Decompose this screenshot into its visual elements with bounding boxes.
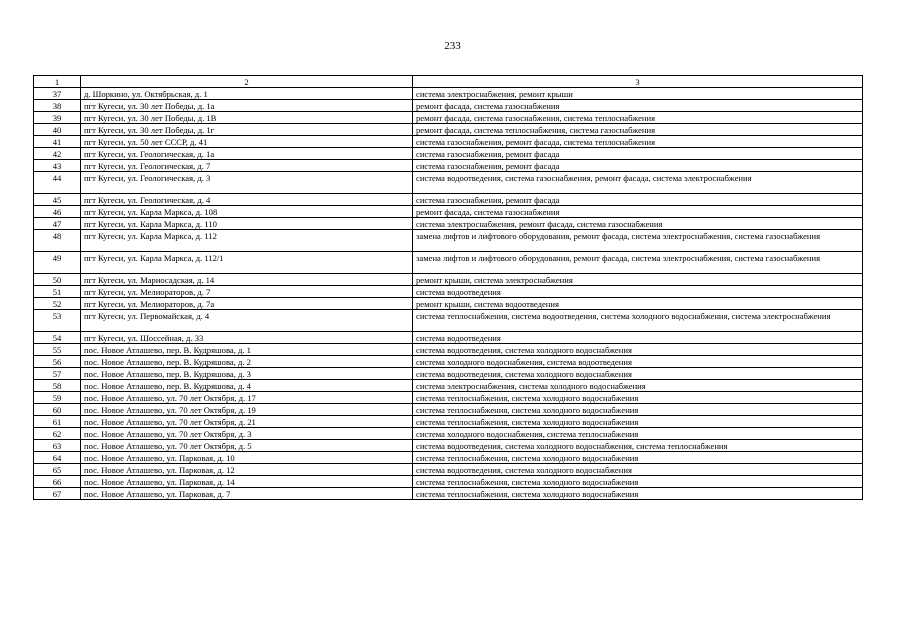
works-cell: замена лифтов и лифтового оборудования, ремонт фасада, система электроснабжения, система газоснабжения: [413, 252, 863, 274]
table-row: [34, 404, 863, 416]
works-cell: система водоотведения, система холодного водоснабжения: [413, 344, 863, 356]
table-row: [34, 172, 863, 194]
table-row: [34, 112, 863, 124]
table-row: [34, 392, 863, 404]
works-cell: система теплоснабжения, система холодного водоснабжения: [413, 392, 863, 404]
table-row: [34, 136, 863, 148]
works-cell: система теплоснабжения, система холодного водоснабжения: [413, 476, 863, 488]
works-cell: система водоотведения: [413, 332, 863, 344]
works-cell: система газоснабжения, ремонт фасада: [413, 148, 863, 160]
address-cell: пос. Новое Атлашево, пер. В. Кудряшова, д. 2: [81, 356, 413, 368]
table-row: [34, 332, 863, 344]
works-cell: система теплоснабжения, система водоотведения, система холодного водоснабжения, система электроснабжения: [413, 310, 863, 332]
works-cell: система теплоснабжения, система холодного водоснабжения: [413, 416, 863, 428]
works-cell: система теплоснабжения, система холодного водоснабжения: [413, 404, 863, 416]
works-cell: ремонт фасада, система теплоснабжения, система газоснабжения: [413, 124, 863, 136]
table-row: [34, 88, 863, 100]
header-cell-2: 2: [81, 76, 413, 88]
table-row: [34, 218, 863, 230]
works-cell: система электроснабжения, ремонт крыши: [413, 88, 863, 100]
address-cell: д. Шоркино, ул. Октябрьская, д. 1: [81, 88, 413, 100]
header-cell-3: 3: [413, 76, 863, 88]
row-number-cell: 49: [34, 252, 81, 274]
address-cell: пгт Кугеси, ул. 30 лет Победы, д. 1г: [81, 124, 413, 136]
row-number-cell: 64: [34, 452, 81, 464]
address-cell: пгт Кугеси, ул. Мелиораторов, д. 7а: [81, 298, 413, 310]
address-cell: пос. Новое Атлашево, пер. В. Кудряшова, д. 4: [81, 380, 413, 392]
row-number-cell: 66: [34, 476, 81, 488]
works-table: [33, 75, 863, 500]
table-row: [34, 310, 863, 332]
table-row: [34, 230, 863, 252]
table-row: [34, 356, 863, 368]
row-number-cell: 58: [34, 380, 81, 392]
row-number-cell: 38: [34, 100, 81, 112]
address-cell: пгт Кугеси, ул. Шоссейная, д. 33: [81, 332, 413, 344]
address-cell: пос. Новое Атлашево, пер. В. Кудряшова, д. 3: [81, 368, 413, 380]
row-number-cell: 40: [34, 124, 81, 136]
table-row: [34, 476, 863, 488]
address-cell: пгт Кугеси, ул. Карла Маркса, д. 112/1: [81, 252, 413, 274]
address-cell: пгт Кугеси, ул. Геологическая, д. 7: [81, 160, 413, 172]
table-row: [34, 380, 863, 392]
address-cell: пгт Кугеси, ул. 30 лет Победы, д. 1В: [81, 112, 413, 124]
row-number-cell: 45: [34, 194, 81, 206]
works-cell: система водоотведения, система холодного водоснабжения: [413, 464, 863, 476]
address-cell: пос. Новое Атлашево, ул. 70 лет Октября, д. 19: [81, 404, 413, 416]
address-cell: пос. Новое Атлашево, ул. Парковая, д. 12: [81, 464, 413, 476]
works-cell: замена лифтов и лифтового оборудования, ремонт фасада, система электроснабжения, система газоснабжения: [413, 230, 863, 252]
works-cell: ремонт фасада, система газоснабжения: [413, 206, 863, 218]
row-number-cell: 63: [34, 440, 81, 452]
table-row: [34, 416, 863, 428]
table-row: [34, 488, 863, 500]
address-cell: пос. Новое Атлашево, ул. 70 лет Октября, д. 17: [81, 392, 413, 404]
row-number-cell: 50: [34, 274, 81, 286]
table-row: [34, 344, 863, 356]
row-number-cell: 53: [34, 310, 81, 332]
row-number-cell: 37: [34, 88, 81, 100]
table-row: [34, 464, 863, 476]
header-cell-1: 1: [34, 76, 81, 88]
address-cell: пгт Кугеси, ул. 30 лет Победы, д. 1а: [81, 100, 413, 112]
table-row: [34, 206, 863, 218]
address-cell: пос. Новое Атлашево, ул. Парковая, д. 14: [81, 476, 413, 488]
works-cell: ремонт фасада, система газоснабжения: [413, 100, 863, 112]
table-row: [34, 160, 863, 172]
row-number-cell: 52: [34, 298, 81, 310]
works-cell: система электроснабжения, система холодного водоснабжения: [413, 380, 863, 392]
table-row: [34, 298, 863, 310]
address-cell: пгт Кугеси, ул. Геологическая, д. 4: [81, 194, 413, 206]
address-cell: пос. Новое Атлашево, ул. Парковая, д. 10: [81, 452, 413, 464]
table-row: [34, 100, 863, 112]
works-cell: ремонт крыши, система электроснабжения: [413, 274, 863, 286]
row-number-cell: 56: [34, 356, 81, 368]
table-row: [34, 368, 863, 380]
address-cell: пос. Новое Атлашево, ул. Парковая, д. 7: [81, 488, 413, 500]
works-cell: система газоснабжения, ремонт фасада, система теплоснабжения: [413, 136, 863, 148]
table-row: [34, 428, 863, 440]
row-number-cell: 67: [34, 488, 81, 500]
page-number: 233: [444, 40, 461, 52]
address-cell: пос. Новое Атлашево, пер. В. Кудряшова, д. 1: [81, 344, 413, 356]
works-cell: система газоснабжения, ремонт фасада: [413, 194, 863, 206]
table-body: [34, 76, 863, 500]
address-cell: пос. Новое Атлашево, ул. 70 лет Октября, д. 5: [81, 440, 413, 452]
address-cell: пгт Кугеси, ул. Карла Маркса, д. 108: [81, 206, 413, 218]
works-cell: система холодного водоснабжения, система теплоснабжения: [413, 428, 863, 440]
works-cell: система теплоснабжения, система холодного водоснабжения: [413, 452, 863, 464]
table-row: [34, 148, 863, 160]
row-number-cell: 47: [34, 218, 81, 230]
works-cell: система водоотведения, система газоснабжения, ремонт фасада, система электроснабжения: [413, 172, 863, 194]
row-number-cell: 51: [34, 286, 81, 298]
row-number-cell: 65: [34, 464, 81, 476]
works-cell: система электроснабжения, ремонт фасада, система газоснабжения: [413, 218, 863, 230]
works-cell: ремонт крыши, система водоотведения: [413, 298, 863, 310]
row-number-cell: 57: [34, 368, 81, 380]
row-number-cell: 39: [34, 112, 81, 124]
table-row: [34, 440, 863, 452]
address-cell: пос. Новое Атлашево, ул. 70 лет Октября, д. 3: [81, 428, 413, 440]
table-row: [34, 286, 863, 298]
row-number-cell: 48: [34, 230, 81, 252]
row-number-cell: 42: [34, 148, 81, 160]
works-cell: система водоотведения, система холодного водоснабжения: [413, 368, 863, 380]
row-number-cell: 44: [34, 172, 81, 194]
address-cell: пгт Кугеси, ул. Мелиораторов, д. 7: [81, 286, 413, 298]
address-cell: пгт Кугеси, ул. Мариосадская, д. 14: [81, 274, 413, 286]
table-row: [34, 452, 863, 464]
address-cell: пгт Кугеси, ул. Первомайская, д. 4: [81, 310, 413, 332]
works-cell: система газоснабжения, ремонт фасада: [413, 160, 863, 172]
row-number-cell: 55: [34, 344, 81, 356]
row-number-cell: 41: [34, 136, 81, 148]
works-cell: система водоотведения: [413, 286, 863, 298]
table-row: [34, 194, 863, 206]
works-cell: система водоотведения, система холодного водоснабжения, система теплоснабжения: [413, 440, 863, 452]
address-cell: пгт Кугеси, ул. Геологическая, д. 1а: [81, 148, 413, 160]
works-cell: система теплоснабжения, система холодного водоснабжения: [413, 488, 863, 500]
row-number-cell: 54: [34, 332, 81, 344]
address-cell: пос. Новое Атлашево, ул. 70 лет Октября, д. 21: [81, 416, 413, 428]
row-number-cell: 62: [34, 428, 81, 440]
works-cell: система холодного водоснабжения, система водоотведения: [413, 356, 863, 368]
table-row: [34, 274, 863, 286]
row-number-cell: 59: [34, 392, 81, 404]
header-row: [34, 76, 863, 88]
row-number-cell: 60: [34, 404, 81, 416]
row-number-cell: 61: [34, 416, 81, 428]
address-cell: пгт Кугеси, ул. Карла Маркса, д. 112: [81, 230, 413, 252]
row-number-cell: 46: [34, 206, 81, 218]
table-row: [34, 124, 863, 136]
row-number-cell: 43: [34, 160, 81, 172]
table-row: [34, 252, 863, 274]
address-cell: пгт Кугеси, ул. Карла Маркса, д. 110: [81, 218, 413, 230]
address-cell: пгт Кугеси, ул. Геологическая, д. 3: [81, 172, 413, 194]
address-cell: пгт Кугеси, ул. 50 лет СССР, д. 41: [81, 136, 413, 148]
works-cell: ремонт фасада, система газоснабжения, система теплоснабжения: [413, 112, 863, 124]
